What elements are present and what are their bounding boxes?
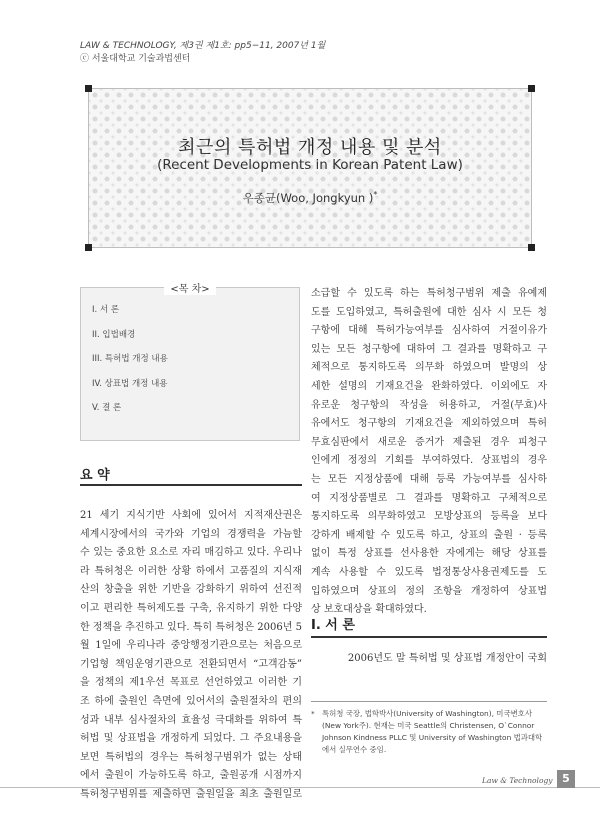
text-line: 도를 도입하였고, 특허출원에 대한 심사 시 모든 청 — [311, 306, 547, 318]
text-line: 기업형 책임운영기관으로 전환되면서 “고객감동” — [80, 658, 302, 670]
footnote-line: 에서 실무연수 중임. — [322, 745, 387, 754]
text-line: 한 정책을 추진하고 있다. 특히 특허청은 2006년 5 — [80, 621, 302, 633]
footer-journal-label: Law & Technology — [482, 776, 553, 785]
text-line: 체적으로 통지하도록 의무화 하였으며 발명의 상 — [311, 362, 547, 374]
intro-text — [311, 650, 547, 669]
corner-square-icon — [85, 85, 92, 92]
summary-heading: 요 약 — [80, 468, 110, 483]
journal-citation: LAW & TECHNOLOGY, 제3권 제1호: pp5−11, 2007년 1월 — [80, 41, 326, 51]
text-line: 무효심판에서 새로운 증거가 제출된 경우 피청구 — [311, 436, 547, 448]
text-line: 유에서도 청구항의 기재요건을 제외하였으며 특허 — [311, 418, 547, 430]
toc-item: V. 결 론 — [92, 403, 122, 413]
toc-item: I. 서 론 — [92, 305, 120, 315]
text-line: 을 정책의 제1우선 목표로 선언하였고 이러한 기 — [80, 677, 302, 689]
text-line: 세한 설명의 기재요건을 완화하였다. 이외에도 자 — [311, 380, 547, 392]
text-line: 21 세기 지식기반 사회에 있어서 지적재산권은 — [80, 510, 302, 521]
text-line: 허법 및 상표법을 개정하게 되었다. 그 주요내용을 — [80, 733, 302, 745]
text-line: 입하였으며 상표의 정의 조항을 개정하여 상표법 — [311, 585, 547, 597]
author-name: 우종균(Woo, Jongkyun ) — [242, 191, 374, 205]
footnote-line: * 특허청 국장, 법학박사(University of Washington), 미국변호사 — [311, 709, 532, 718]
text-line: 이고 편리한 특허제도를 구축, 유지하기 위한 다양 — [80, 602, 302, 614]
toc-item: III. 특허법 개정 내용 — [92, 354, 168, 364]
text-line: 유로운 청구항의 작성을 허용하고, 거절(무효)사 — [311, 399, 547, 411]
footnote-divider — [311, 701, 547, 702]
text-line: 없이 특정 상표를 선사용한 자에게는 해당 상표를 — [311, 548, 547, 560]
text-line: 성과 내부 심사절차의 효율성 극대화를 위하여 특 — [80, 714, 302, 726]
text-line: 에서 출원이 가능하도록 하고, 출원공개 시점까지 — [80, 770, 302, 782]
corner-square-icon — [528, 85, 535, 92]
text-line: 월 1일에 우리나라 중앙행정기관으로는 처음으로 — [80, 640, 302, 652]
journal-copyright: ⓒ 서울대학교 기술과법센터 — [80, 54, 191, 64]
text-line: 2006년도 말 특허법 및 상표법 개정안이 국회 — [347, 653, 547, 664]
text-line: 라 특허청은 이러한 상황 하에서 고품질의 지식재 — [80, 565, 302, 577]
text-line: 는 모든 지정상품에 대해 등록 가능여부를 심사하 — [311, 473, 547, 485]
text-line: 조 하에 출원인 측면에 있어서의 출원절차의 편의 — [80, 695, 302, 707]
corner-square-icon — [85, 244, 92, 251]
text-line: 세계시장에서의 국가와 기업의 경쟁력을 가늠할 — [80, 528, 302, 540]
footnote — [311, 708, 547, 756]
text-line: 계속 사용할 수 있도록 법정통상사용권제도를 도 — [311, 566, 547, 578]
article-title-korean: 최근의 특허법 개정 내용 및 분석 — [178, 137, 442, 158]
text-line: 보면 특허법의 경우는 특허청구범위가 없는 상태 — [80, 751, 302, 763]
text-line: 인에게 정정의 기회를 부여하였다. 상표법의 경우 — [311, 455, 547, 467]
page-number: 5 — [557, 770, 575, 788]
toc-item: II. 입법배경 — [92, 329, 136, 340]
summary-heading-rule — [80, 484, 302, 486]
intro-heading-rule — [311, 636, 547, 638]
text-line: 통지하도록 의무화하였고 모방상표의 등록을 보다 — [311, 511, 547, 523]
toc-heading: <목 차> — [81, 280, 299, 295]
summary-text-continued — [311, 285, 547, 620]
title-box — [88, 88, 532, 248]
text-line: 수 있는 중요한 요소로 자리 매김하고 있다. 우리나 — [80, 547, 302, 559]
text-line: 있는 모든 청구항에 대하여 그 결과를 명확하고 구 — [311, 343, 547, 355]
corner-square-icon — [528, 244, 535, 251]
table-of-contents — [80, 284, 300, 441]
author-line — [89, 190, 531, 206]
footer-rule — [0, 787, 600, 788]
journal-header — [80, 40, 325, 66]
text-line: 상 보호대상을 확대하였다. — [311, 604, 427, 616]
text-line: 소급할 수 있도록 하는 특허청구범위 제출 유예제 — [311, 288, 547, 299]
article-title-english: (Recent Developments in Korean Patent Law) — [157, 157, 463, 173]
intro-heading: I. 서 론 — [311, 618, 355, 633]
footnote-marker: * — [311, 709, 315, 718]
text-line: 구항에 대해 특허가능여부를 심사하여 거절이유가 — [311, 325, 547, 337]
text-line: 특허청구범위를 제출하면 출원일을 최초 출원일로 — [80, 788, 302, 800]
author-footnote-mark: * — [373, 190, 378, 200]
toc-list — [92, 304, 168, 427]
text-line: 산의 창출을 위한 기반을 강화하기 위하여 선진적 — [80, 584, 302, 596]
footnote-line: (New York주). 현재는 미국 Seattle의 Christensen, O`Connor — [322, 721, 535, 730]
text-line: 강하게 배제할 수 있도록 하고, 상표의 출원 · 등록 — [311, 529, 547, 541]
text-line: 여 지정상품별로 그 결과를 명확하고 구체적으로 — [311, 492, 547, 504]
footnote-line: Johnson Kindness PLLC 및 University of Washington 법과대학 — [322, 733, 543, 742]
summary-text — [80, 507, 302, 805]
toc-item: IV. 상표법 개정 내용 — [92, 378, 168, 389]
